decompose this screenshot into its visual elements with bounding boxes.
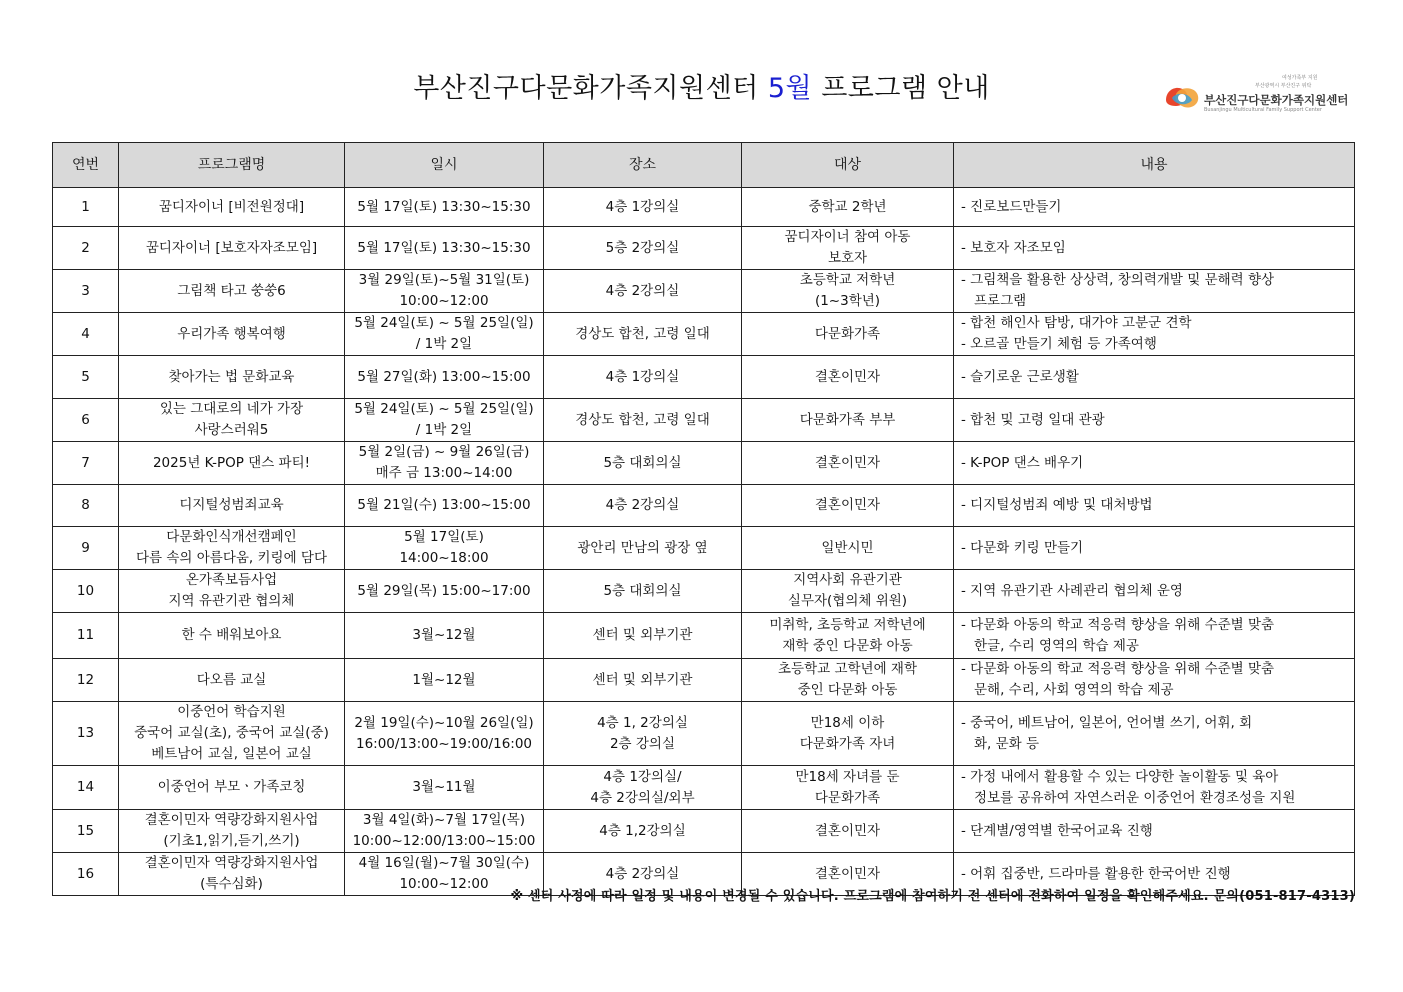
cell-target-line: (1~3학년) — [814, 293, 881, 309]
cell-date — [345, 270, 544, 313]
cell-program-name — [119, 227, 345, 270]
title-month: 5월 — [767, 73, 813, 104]
cell-date-line: 16:00/13:00~19:00/16:00 — [355, 735, 533, 752]
cell-target — [742, 442, 954, 485]
table-row — [53, 570, 1355, 613]
cell-date-line: 3월 29일(토)~5월 31일(토) — [358, 272, 530, 288]
cell-number: 4 — [53, 313, 119, 356]
cell-content-line: - 중국어, 베트남어, 일본어, 언어별 쓰기, 어휘, 회 — [961, 714, 1253, 731]
table-row — [53, 227, 1355, 270]
table-row — [53, 399, 1355, 442]
cell-content — [954, 399, 1355, 442]
cell-date-line: 10:00~12:00 — [399, 293, 489, 309]
cell-date — [345, 399, 544, 442]
cell-content-line: - 보호자 자조모임 — [961, 239, 1066, 256]
cell-program-name-line: (특수심화) — [200, 876, 263, 892]
cell-place — [544, 527, 742, 570]
cell-place-line: 4층 2강의실 — [605, 865, 680, 882]
cell-program-name — [119, 613, 345, 659]
cell-place — [544, 442, 742, 485]
cell-target-line: 실무자(협의체 위원) — [787, 593, 908, 609]
cell-content-line: - 어휘 집중반, 드라마를 활용한 한국어반 진행 — [961, 865, 1231, 882]
cell-date — [345, 659, 544, 702]
cell-place-line: 2층 강의실 — [609, 735, 676, 752]
cell-content-line: - 합천 해인사 탐방, 대가야 고분군 견학 — [961, 315, 1192, 331]
cell-place-line: 5층 대회의실 — [603, 454, 682, 471]
cell-content — [954, 766, 1355, 810]
cell-target-line: 다문화가족 자녀 — [799, 735, 896, 752]
table-row — [53, 659, 1355, 702]
cell-date-line: 매주 금 13:00~14:00 — [375, 465, 513, 481]
cell-program-name-line: 이중언어 부모ㆍ가족코칭 — [157, 779, 306, 795]
cell-content-line: - 슬기로운 근로생활 — [961, 368, 1079, 385]
cell-date-line: 5월 21일(수) 13:00~15:00 — [357, 497, 531, 513]
cell-program-name-line: 온가족보듬사업 — [185, 572, 278, 588]
cell-place-line: 5층 2강의실 — [605, 239, 680, 256]
cell-date-line: 5월 24일(토) ~ 5월 25일(일) — [354, 315, 534, 331]
cell-place-line: 4층 1강의실 — [605, 198, 680, 215]
cell-place — [544, 356, 742, 399]
logo-emblem-icon — [1162, 80, 1202, 114]
cell-place-line: 4층 1강의실/ — [603, 768, 682, 785]
cell-number: 2 — [53, 227, 119, 270]
cell-place-line: 경상도 합천, 고령 일대 — [575, 325, 710, 342]
cell-content-line: - 오르골 만들기 체험 등 가족여행 — [961, 336, 1157, 352]
cell-target — [742, 659, 954, 702]
header-program-name: 프로그램명 — [119, 143, 345, 188]
cell-program-name-line: 그림책 타고 쑹쑹6 — [177, 282, 286, 299]
cell-date-line: 5월 29일(목) 15:00~17:00 — [357, 582, 531, 599]
cell-target-line: 미취학, 초등학교 저학년에 — [769, 616, 926, 633]
cell-number: 7 — [53, 442, 119, 485]
cell-program-name-line: (기초1,읽기,듣기,쓰기) — [163, 833, 300, 849]
cell-place-line: 센터 및 외부기관 — [592, 671, 693, 688]
cell-number: 1 — [53, 188, 119, 227]
cell-target-line: 중인 다문화 아동 — [797, 682, 898, 698]
cell-target-line: 지역사회 유관기관 — [793, 572, 902, 588]
cell-target-line: 만18세 자녀를 둔 — [795, 768, 900, 785]
table-row — [53, 270, 1355, 313]
cell-content-line: - 그림책을 활용한 상상력, 창의력개발 및 문해력 향상 — [961, 272, 1275, 288]
table-row — [53, 356, 1355, 399]
center-logo — [1162, 74, 1352, 118]
cell-date-line: 5월 2일(금) ~ 9월 26일(금) — [358, 444, 530, 460]
cell-date-line: 3월 4일(화)~7월 17일(목) — [362, 812, 526, 828]
cell-date — [345, 485, 544, 527]
cell-date-line: 3월~12월 — [412, 627, 476, 643]
header-content: 내용 — [954, 143, 1355, 188]
cell-place — [544, 270, 742, 313]
cell-content-line: - 다문화 아동의 학교 적응력 향상을 위해 수준별 맞춤 — [961, 616, 1275, 633]
cell-target-line: 초등학교 고학년에 재학 — [778, 661, 917, 677]
cell-target-line: 결혼이민자 — [814, 454, 881, 471]
cell-program-name-line: 한 수 배워보아요 — [181, 627, 282, 643]
cell-program-name — [119, 442, 345, 485]
cell-content-line: 화, 문화 등 — [974, 735, 1040, 752]
cell-content-line: 문해, 수리, 사회 영역의 학습 제공 — [974, 682, 1174, 698]
cell-number: 9 — [53, 527, 119, 570]
cell-place — [544, 613, 742, 659]
cell-place — [544, 399, 742, 442]
cell-place-line: 5층 대회의실 — [603, 582, 682, 599]
cell-place — [544, 485, 742, 527]
table-row — [53, 613, 1355, 659]
cell-target — [742, 613, 954, 659]
header-date: 일시 — [345, 143, 544, 188]
cell-date-line: 5월 24일(토) ~ 5월 25일(일) — [354, 401, 534, 417]
cell-program-name — [119, 702, 345, 766]
cell-date-line: 5월 27일(화) 13:00~15:00 — [357, 368, 531, 385]
cell-place — [544, 766, 742, 810]
cell-content — [954, 570, 1355, 613]
logo-tagline-2: 부산광역시 부산진구 위탁 — [1255, 83, 1312, 89]
cell-date — [345, 442, 544, 485]
cell-content-line: - K-POP 댄스 배우기 — [961, 454, 1084, 471]
cell-date — [345, 570, 544, 613]
cell-number: 3 — [53, 270, 119, 313]
cell-number: 14 — [53, 766, 119, 810]
table-row — [53, 702, 1355, 766]
cell-date — [345, 613, 544, 659]
cell-program-name-line: 사랑스러워5 — [194, 422, 269, 438]
cell-number: 6 — [53, 399, 119, 442]
cell-target-line: 결혼이민자 — [814, 368, 881, 385]
cell-target-line: 일반시민 — [821, 539, 874, 556]
cell-target — [742, 766, 954, 810]
header-number: 연번 — [53, 143, 119, 188]
cell-program-name-line: 결혼이민자 역량강화지원사업 — [144, 812, 319, 828]
cell-program-name-line: 꿈디자이너 [비전원정대] — [158, 198, 305, 215]
cell-target — [742, 399, 954, 442]
cell-target — [742, 188, 954, 227]
cell-date-line: 3월~11월 — [412, 779, 476, 795]
cell-date — [345, 702, 544, 766]
cell-target-line: 중학교 2학년 — [808, 198, 887, 215]
table-row — [53, 188, 1355, 227]
cell-program-name-line: 2025년 K-POP 댄스 파티! — [152, 454, 311, 471]
cell-content — [954, 702, 1355, 766]
table-row — [53, 810, 1355, 853]
cell-target-line: 보호자 — [827, 250, 868, 266]
cell-program-name — [119, 313, 345, 356]
cell-place — [544, 702, 742, 766]
cell-date — [345, 356, 544, 399]
cell-date-line: 5월 17일(토) — [404, 529, 484, 545]
table-row — [53, 313, 1355, 356]
cell-content — [954, 270, 1355, 313]
cell-place-line: 4층 2강의실 — [605, 497, 680, 513]
cell-date — [345, 527, 544, 570]
header-place: 장소 — [544, 143, 742, 188]
cell-target — [742, 313, 954, 356]
cell-place-line: 광안리 만남의 광장 옆 — [577, 539, 708, 556]
cell-program-name — [119, 570, 345, 613]
cell-program-name-line: 다문화인식개선캠페인 — [166, 529, 297, 545]
table-body — [53, 188, 1355, 896]
cell-date — [345, 227, 544, 270]
cell-target — [742, 527, 954, 570]
cell-content — [954, 527, 1355, 570]
cell-content-line: 한글, 수리 영역의 학습 제공 — [974, 637, 1139, 654]
cell-program-name — [119, 853, 345, 896]
cell-number: 5 — [53, 356, 119, 399]
cell-target — [742, 227, 954, 270]
cell-content — [954, 485, 1355, 527]
cell-program-name — [119, 399, 345, 442]
cell-place — [544, 188, 742, 227]
cell-target-line: 만18세 이하 — [810, 714, 885, 731]
cell-target — [742, 356, 954, 399]
cell-content — [954, 613, 1355, 659]
cell-target-line: 재학 중인 다문화 아동 — [782, 637, 913, 654]
cell-date-line: / 1박 2일 — [415, 422, 473, 438]
cell-date-line: 5월 17일(토) 13:30~15:30 — [357, 198, 531, 215]
cell-date — [345, 810, 544, 853]
cell-place-line: 센터 및 외부기관 — [592, 627, 693, 643]
cell-program-name-line: 이중언어 학습지원 — [177, 704, 286, 720]
cell-content — [954, 659, 1355, 702]
cell-number: 12 — [53, 659, 119, 702]
cell-date-line: 5월 17일(토) 13:30~15:30 — [357, 239, 531, 256]
cell-place-line: 4층 2강의실 — [605, 282, 680, 299]
table-row — [53, 485, 1355, 527]
cell-program-name-line: 다름 속의 아름다움, 키링에 담다 — [136, 550, 327, 566]
cell-program-name — [119, 356, 345, 399]
cell-target — [742, 485, 954, 527]
cell-content-line: - 진로보드만들기 — [961, 198, 1062, 215]
logo-tagline-1: 여성가족부 지원 — [1282, 75, 1318, 81]
cell-program-name-line: 지역 유관기관 협의체 — [168, 593, 295, 609]
cell-target-line: 결혼이민자 — [814, 865, 881, 882]
cell-place — [544, 570, 742, 613]
cell-program-name — [119, 659, 345, 702]
cell-number: 8 — [53, 485, 119, 527]
cell-date-line: / 1박 2일 — [415, 336, 473, 352]
table-row — [53, 442, 1355, 485]
title-center-name: 부산진구다문화가족지원센터 — [413, 73, 759, 104]
cell-target — [742, 810, 954, 853]
cell-program-name — [119, 766, 345, 810]
cell-place — [544, 810, 742, 853]
cell-content-line: - 다문화 키링 만들기 — [961, 539, 1084, 556]
cell-content — [954, 810, 1355, 853]
cell-place — [544, 659, 742, 702]
cell-program-name — [119, 527, 345, 570]
cell-content-line: - 다문화 아동의 학교 적응력 향상을 위해 수준별 맞춤 — [961, 661, 1275, 677]
cell-date-line: 1월~12월 — [412, 671, 476, 688]
cell-date-line: 4월 16일(월)~7월 30일(수) — [358, 855, 530, 871]
cell-program-name-line: 우리가족 행복여행 — [177, 325, 286, 342]
cell-target-line: 다문화가족 부부 — [799, 411, 896, 428]
cell-content-line: - 가정 내에서 활용할 수 있는 다양한 놀이활동 및 육아 — [961, 768, 1279, 785]
cell-number: 16 — [53, 853, 119, 896]
program-table — [52, 142, 1355, 896]
cell-content-line: 프로그램 — [974, 293, 1027, 309]
cell-target — [742, 702, 954, 766]
cell-place-line: 4층 1, 2강의실 — [597, 714, 688, 731]
cell-target — [742, 270, 954, 313]
cell-program-name-line: 결혼이민자 역량강화지원사업 — [144, 855, 319, 871]
header-target: 대상 — [742, 143, 954, 188]
cell-target-line: 다문화가족 — [814, 789, 881, 806]
cell-date-line: 10:00~12:00 — [399, 876, 489, 892]
cell-content — [954, 356, 1355, 399]
cell-place — [544, 313, 742, 356]
cell-number: 10 — [53, 570, 119, 613]
cell-date — [345, 188, 544, 227]
cell-place-line: 4층 1,2강의실 — [599, 822, 686, 839]
cell-program-name — [119, 810, 345, 853]
table-header-row — [53, 143, 1355, 188]
cell-program-name — [119, 188, 345, 227]
cell-program-name-line: 다오름 교실 — [196, 671, 267, 688]
cell-program-name — [119, 485, 345, 527]
table-row — [53, 527, 1355, 570]
title-rest: 프로그램 안내 — [821, 73, 990, 104]
cell-program-name — [119, 270, 345, 313]
footnote: ※ 센터 사정에 따라 일정 및 내용이 변경될 수 있습니다. 프로그램에 참여하기 전 센터에 전화하여 일정을 확인해주세요. 문의(051-817-4313) — [510, 889, 1355, 904]
cell-date — [345, 766, 544, 810]
cell-program-name-line: 찾아가는 법 문화교육 — [168, 368, 295, 385]
cell-program-name-line: 베트남어 교실, 일본어 교실 — [151, 746, 312, 762]
table-row — [53, 766, 1355, 810]
cell-target — [742, 570, 954, 613]
cell-program-name-line: 꿈디자이너 [보호자자조모임] — [145, 239, 318, 256]
cell-number: 15 — [53, 810, 119, 853]
cell-target-line: 초등학교 저학년 — [799, 272, 896, 288]
cell-place-line: 경상도 합천, 고령 일대 — [575, 411, 710, 428]
cell-target-line: 결혼이민자 — [814, 497, 881, 513]
cell-number: 11 — [53, 613, 119, 659]
logo-english-name: Busanjingu Multicultural Family Support Center — [1204, 107, 1322, 113]
cell-program-name-line: 있는 그대로의 네가 가장 — [159, 401, 304, 417]
cell-date — [345, 313, 544, 356]
cell-date-line: 10:00~12:00/13:00~15:00 — [352, 833, 536, 849]
cell-content-line: - 단계별/영역별 한국어교육 진행 — [961, 822, 1153, 839]
cell-place-line: 4층 2강의실/외부 — [590, 789, 695, 806]
cell-content-line: - 합천 및 고령 일대 관광 — [961, 411, 1105, 428]
cell-content — [954, 442, 1355, 485]
cell-date-line: 2월 19일(수)~10월 26일(일) — [354, 714, 534, 731]
cell-number: 13 — [53, 702, 119, 766]
cell-target-line: 꿈디자이너 참여 아동 — [784, 229, 911, 245]
cell-content — [954, 313, 1355, 356]
cell-target-line: 다문화가족 — [814, 325, 881, 342]
cell-content-line: 정보를 공유하여 자연스러운 이중언어 환경조성을 지원 — [974, 789, 1296, 806]
logo-name: 부산진구다문화가족지원센터 — [1204, 93, 1349, 107]
cell-content — [954, 188, 1355, 227]
cell-content-line: - 디지털성범죄 예방 및 대처방법 — [961, 497, 1153, 513]
cell-place-line: 4층 1강의실 — [605, 368, 680, 385]
cell-place — [544, 227, 742, 270]
cell-target-line: 결혼이민자 — [814, 822, 881, 839]
cell-program-name-line: 디지털성범죄교육 — [179, 497, 284, 513]
cell-program-name-line: 중국어 교실(초), 중국어 교실(중) — [134, 725, 329, 741]
cell-date-line: 14:00~18:00 — [399, 550, 489, 566]
cell-content-line: - 지역 유관기관 사례관리 협의체 운영 — [961, 582, 1183, 599]
cell-content — [954, 227, 1355, 270]
